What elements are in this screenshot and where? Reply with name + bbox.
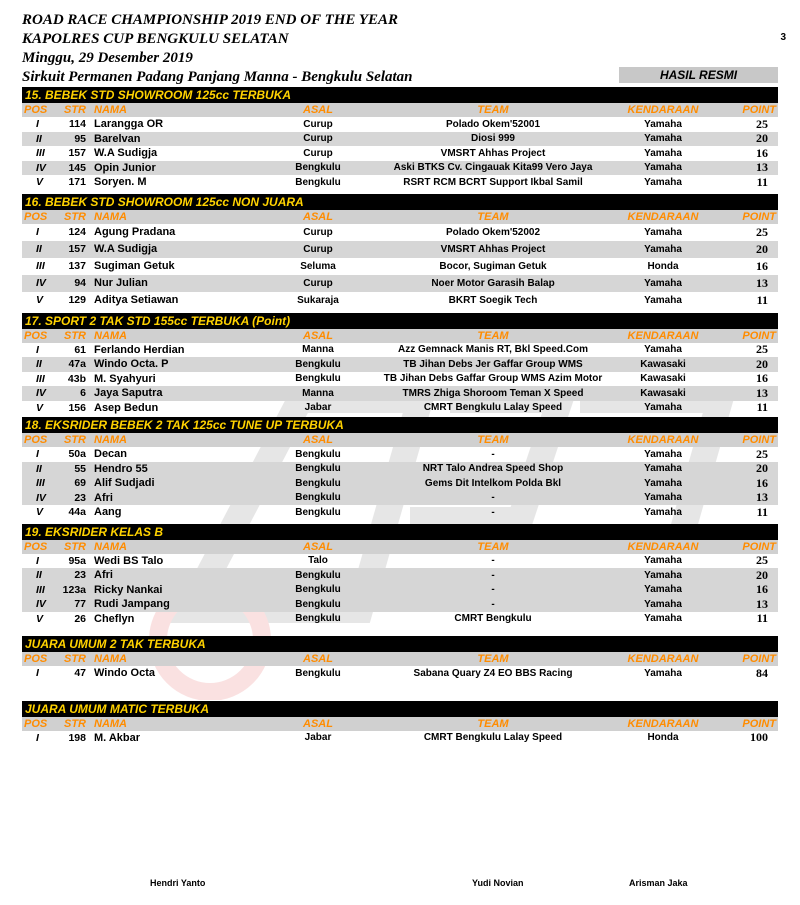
cell-asal: Bengkulu [295,667,341,679]
column-header-kendaraan: KENDARAAN [627,434,699,446]
column-header-team: TEAM [477,434,509,446]
cell-kendaraan: Yamaha [644,492,682,504]
cell-kendaraan: Yamaha [644,402,682,414]
cell-kendaraan: Yamaha [644,118,682,130]
column-header-pos: POS [24,717,48,730]
cell-point: 16 [756,371,768,386]
cell-point: 16 [756,145,768,160]
cell-pos: II [36,243,42,255]
cell-pos: II [36,462,42,475]
cell-nama: M. Akbar [94,731,141,744]
cell-asal: Bengkulu [295,162,341,174]
cell-team: NRT Talo Andrea Speed Shop [422,463,564,475]
cell-pos: III [36,260,45,272]
cell-point: 16 [756,258,768,273]
cell-nama: Rudi Jampang [94,598,170,611]
cell-nama: Agung Pradana [94,226,176,238]
section [22,701,778,746]
cell-point: 11 [756,504,768,519]
cell-point: 16 [756,475,768,490]
cell-pos: IV [36,387,46,400]
table-row [22,357,778,372]
cell-point: 25 [756,446,768,461]
cell-str: 124 [68,226,86,238]
cell-point: 100 [750,730,768,745]
cell-team: - [491,598,495,610]
cell-asal: Bengkulu [295,477,341,489]
cell-point: 16 [756,582,768,597]
cell-str: 61 [74,343,86,356]
cell-kendaraan: Yamaha [644,226,682,238]
signature-2: Yudi Novian [472,878,524,888]
cell-kendaraan: Yamaha [644,176,682,188]
cell-point: 11 [756,174,768,189]
cell-kendaraan: Yamaha [644,294,682,306]
cell-kendaraan: Yamaha [644,344,682,356]
cell-point: 13 [756,160,768,175]
cell-kendaraan: Yamaha [644,598,682,610]
table-row [22,462,778,477]
cell-team: CMRT Bengkulu Lalay Speed [423,732,563,744]
section [22,524,778,627]
table-row [22,666,778,681]
column-header-point: POINT [742,717,776,730]
cell-pos: III [36,372,45,385]
table-row [22,275,778,292]
cell-point: 84 [756,665,768,680]
cell-str: 23 [74,491,86,504]
cell-str: 43b [67,372,86,385]
table-row [22,386,778,401]
cell-str: 95 [74,132,86,145]
cell-team: CMRT Bengkulu Lalay Speed [423,402,563,414]
section-title: 15. BEBEK STD SHOWROOM 125cc TERBUKA [22,87,778,103]
column-header-asal: ASAL [303,653,333,665]
column-header-str: STR [64,717,86,730]
cell-point: 11 [756,611,768,626]
cell-str: 69 [74,477,86,490]
cell-point: 25 [756,224,768,239]
cell-pos: II [36,358,42,371]
cell-nama: Hendro 55 [94,462,148,475]
cell-asal: Curup [303,277,333,289]
cell-asal: Manna [302,387,334,399]
cell-point: 25 [756,342,768,357]
cell-pos: III [36,477,45,490]
cell-pos: IV [36,161,46,174]
cell-pos: V [36,401,44,414]
cell-team: VMSRT Ahhas Project [440,147,546,159]
cell-nama: Aditya Setiawan [94,294,179,306]
section-title: 17. SPORT 2 TAK STD 155cc TERBUKA (Point) [22,313,778,329]
cell-asal: Bengkulu [295,448,341,460]
column-header-pos: POS [24,210,48,223]
cell-asal: Jabar [304,732,332,744]
cell-pos: III [36,147,45,160]
cell-asal: Jabar [304,402,332,414]
table-row [22,175,778,190]
cell-team: - [491,492,495,504]
cell-kendaraan: Honda [647,732,679,744]
cell-point: 13 [756,385,768,400]
cell-team: Gems Dit Intelkom Polda Bkl [424,477,562,489]
column-header-pos: POS [24,653,48,665]
section-title: JUARA UMUM 2 TAK TERBUKA [22,636,778,652]
table-row [22,476,778,491]
cell-str: 77 [74,598,86,611]
cell-pos: II [36,569,42,582]
column-header [22,540,778,554]
cell-str: 50a [68,448,86,461]
signature-1: Hendri Yanto [150,878,206,888]
cell-asal: Curup [303,147,333,159]
column-header-str: STR [64,540,86,553]
cell-asal: Curup [303,226,333,238]
cell-kendaraan: Yamaha [644,277,682,289]
table-row [22,224,778,241]
table-row [22,597,778,612]
status-badge: HASIL RESMI [619,67,778,83]
column-header-asal: ASAL [303,210,333,223]
column-header-team: TEAM [477,540,509,553]
column-header-asal: ASAL [303,540,333,553]
cell-asal: Bengkulu [295,506,341,518]
column-header-team: TEAM [477,717,509,730]
cell-nama: Wedi BS Talo [94,554,164,567]
cell-team: - [491,448,495,460]
section-title: 16. BEBEK STD SHOWROOM 125cc NON JUARA [22,194,778,210]
cell-asal: Seluma [300,260,336,272]
cell-str: 55 [74,462,86,475]
column-header-nama: NAMA [94,104,127,116]
cell-team: Polado Okem'52002 [445,226,541,238]
cell-nama: Cheflyn [94,612,135,625]
table-row [22,372,778,387]
table-row [22,292,778,309]
column-header-point: POINT [742,329,776,342]
cell-team: TB Jihan Debs Jer Gaffar Group WMS [403,358,583,370]
column-header-nama: NAMA [94,210,127,223]
column-header-asal: ASAL [303,329,333,342]
cell-team: - [491,555,495,567]
cell-str: 157 [68,243,86,255]
cell-pos: I [36,118,39,131]
cell-nama: M. Syahyuri [94,372,156,385]
column-header-kendaraan: KENDARAAN [627,329,699,342]
column-header-point: POINT [742,653,776,665]
page-number: 3 [780,32,786,43]
cell-nama: Barelvan [94,132,141,145]
cell-point: 25 [756,553,768,568]
column-header [22,210,778,224]
cell-nama: Larangga OR [94,118,164,131]
cell-str: 157 [68,147,86,160]
cell-pos: I [36,554,39,567]
event-date: Minggu, 29 Desember 2019 [22,50,193,66]
cell-team: Sabana Quary Z4 EO BBS Racing [413,667,573,679]
cell-str: 114 [69,118,86,131]
event-title: ROAD RACE CHAMPIONSHIP 2019 END OF THE YEAR [22,12,399,28]
cell-nama: Opin Junior [94,161,156,174]
cell-pos: V [36,176,44,189]
cell-pos: I [36,731,39,744]
cell-point: 11 [756,292,768,307]
cell-str: 198 [68,731,86,744]
cell-nama: W.A Sudigja [94,147,158,160]
cell-point: 11 [756,400,768,415]
cell-kendaraan: Yamaha [644,162,682,174]
cell-kendaraan: Kawasaki [640,373,686,385]
cell-str: 26 [74,612,86,625]
cell-kendaraan: Yamaha [644,584,682,596]
cell-team: Azz Gemnack Manis RT, Bkl Speed.Com [397,344,589,356]
cell-asal: Talo [308,555,328,567]
cell-nama: Windo Octa. P [94,358,169,371]
cell-pos: V [36,612,44,625]
cell-point: 20 [756,356,768,371]
cell-point: 20 [756,131,768,146]
column-header-kendaraan: KENDARAAN [627,653,699,665]
column-header-kendaraan: KENDARAAN [627,717,699,730]
cell-str: 47a [68,358,86,371]
table-row [22,568,778,583]
column-header-str: STR [64,434,86,446]
cell-nama: Windo Octa [94,667,156,680]
column-header-pos: POS [24,329,48,342]
cell-point: 20 [756,461,768,476]
column-header-asal: ASAL [303,104,333,116]
table-row [22,583,778,598]
cell-kendaraan: Yamaha [644,555,682,567]
table-row [22,161,778,176]
cell-team: Noer Motor Garasih Balap [431,277,555,289]
cell-pos: V [36,294,44,306]
column-header [22,433,778,447]
cell-team: BKRT Soegik Tech [448,294,538,306]
section [22,194,778,309]
cell-pos: I [36,667,39,680]
cell-asal: Bengkulu [295,598,341,610]
cell-team: - [491,506,495,518]
column-header-point: POINT [742,210,776,223]
section [22,417,778,520]
cell-team: TB Jihan Debs Gaffar Group WMS Azim Motor [383,373,603,385]
cell-pos: IV [36,598,46,611]
section [22,87,778,190]
cell-point: 25 [756,116,768,131]
column-header-kendaraan: KENDARAAN [627,210,699,223]
cell-str: 47 [74,667,86,680]
table-row [22,132,778,147]
cell-kendaraan: Yamaha [644,147,682,159]
cell-str: 156 [68,401,86,414]
table-row [22,491,778,506]
table-row [22,505,778,520]
column-header [22,717,778,731]
cell-pos: IV [36,277,46,289]
column-header-pos: POS [24,104,48,116]
cell-nama: Asep Bedun [94,401,159,414]
cell-kendaraan: Yamaha [644,613,682,625]
cell-nama: Sugiman Getuk [94,260,175,272]
cell-pos: V [36,506,44,519]
table-row [22,343,778,358]
table-row [22,146,778,161]
cell-team: CMRT Bengkulu [454,613,532,625]
cell-nama: Soryen. M [94,176,147,189]
column-header-team: TEAM [477,653,509,665]
cell-team: Aski BTKS Cv. Cingauak Kita99 Vero Jaya [393,162,593,174]
cell-team: VMSRT Ahhas Project [440,243,546,255]
cell-nama: Ferlando Herdian [94,343,185,356]
cell-kendaraan: Yamaha [644,463,682,475]
cell-str: 6 [80,387,86,400]
table-row [22,554,778,569]
cell-asal: Sukaraja [297,294,339,306]
column-header-point: POINT [742,104,776,116]
cell-kendaraan: Yamaha [644,477,682,489]
cell-str: 129 [68,294,86,306]
cell-asal: Bengkulu [295,569,341,581]
table-row [22,117,778,132]
column-header-pos: POS [24,434,48,446]
column-header [22,329,778,343]
cell-kendaraan: Honda [647,260,679,272]
cell-pos: IV [36,491,46,504]
cell-team: - [491,569,495,581]
column-header-nama: NAMA [94,653,127,665]
cell-team: Polado Okem'52001 [445,118,541,130]
section-title: 19. EKSRIDER KELAS B [22,524,778,540]
cell-point: 13 [756,275,768,290]
cell-nama: Jaya Saputra [94,387,163,400]
cell-str: 171 [68,176,86,189]
cell-asal: Bengkulu [295,358,341,370]
cell-pos: I [36,226,39,238]
cell-kendaraan: Yamaha [644,243,682,255]
cell-pos: III [36,583,45,596]
cell-pos: I [36,448,39,461]
cell-asal: Manna [302,344,334,356]
cell-nama: Nur Julian [94,277,148,289]
results-list [22,87,778,745]
column-header-asal: ASAL [303,717,333,730]
cell-kendaraan: Yamaha [644,133,682,145]
column-header [22,103,778,117]
cell-kendaraan: Yamaha [644,448,682,460]
table-row [22,401,778,416]
cell-str: 137 [68,260,86,272]
cell-kendaraan: Yamaha [644,569,682,581]
cell-str: 23 [74,569,86,582]
column-header [22,652,778,666]
cell-nama: W.A Sudigja [94,243,158,255]
section [22,636,778,681]
column-header-team: TEAM [477,210,509,223]
cell-team: TMRS Zhiga Shoroom Teman X Speed [402,387,584,399]
cell-asal: Bengkulu [295,463,341,475]
column-header-str: STR [64,329,86,342]
event-venue: Sirkuit Permanen Padang Panjang Manna - Bengkulu Selatan [22,69,413,85]
cell-asal: Bengkulu [295,176,341,188]
cell-str: 95a [68,554,86,567]
column-header-nama: NAMA [94,434,127,446]
cell-str: 123a [62,583,86,596]
cell-point: 20 [756,241,768,256]
cell-nama: Afri [94,491,113,504]
table-row [22,731,778,746]
cell-team: - [491,584,495,596]
cell-kendaraan: Yamaha [644,506,682,518]
column-header-str: STR [64,653,86,665]
cell-team: RSRT RCM BCRT Support Ikbal Samil [403,176,583,188]
cell-team: Diosi 999 [471,133,515,145]
section-title: 18. EKSRIDER BEBEK 2 TAK 125cc TUNE UP TERBUKA [22,417,778,433]
cell-nama: Aang [94,506,122,519]
cell-kendaraan: Kawasaki [640,387,686,399]
column-header-nama: NAMA [94,329,127,342]
cell-asal: Curup [303,118,333,130]
cell-asal: Bengkulu [295,584,341,596]
cell-asal: Bengkulu [295,373,341,385]
column-header-asal: ASAL [303,434,333,446]
table-row [22,258,778,275]
cell-pos: II [36,132,42,145]
column-header-point: POINT [742,434,776,446]
cell-asal: Bengkulu [295,613,341,625]
cell-point: 13 [756,490,768,505]
section [22,313,778,416]
cell-pos: I [36,343,39,356]
section-title: JUARA UMUM MATIC TERBUKA [22,701,778,717]
table-row [22,447,778,462]
column-header-team: TEAM [477,104,509,116]
cell-kendaraan: Kawasaki [640,358,686,370]
cell-point: 13 [756,596,768,611]
cell-asal: Curup [303,243,333,255]
cell-team: Bocor, Sugiman Getuk [439,260,547,272]
cell-str: 44a [68,506,86,519]
cell-point: 20 [756,567,768,582]
column-header-kendaraan: KENDARAAN [627,540,699,553]
column-header-str: STR [64,104,86,116]
cell-kendaraan: Yamaha [644,667,682,679]
table-row [22,241,778,258]
cell-str: 145 [68,161,86,174]
column-header-nama: NAMA [94,540,127,553]
column-header-kendaraan: KENDARAAN [627,104,699,116]
column-header-nama: NAMA [94,717,127,730]
column-header-point: POINT [742,540,776,553]
cell-str: 94 [74,277,86,289]
cell-nama: Afri [94,569,113,582]
column-header-pos: POS [24,540,48,553]
cell-nama: Alif Sudjadi [94,477,155,490]
column-header-team: TEAM [477,329,509,342]
cell-nama: Decan [94,448,128,461]
signature-3: Arisman Jaka [629,878,688,888]
cell-nama: Ricky Nankai [94,583,163,596]
table-row [22,612,778,627]
column-header-str: STR [64,210,86,223]
cell-asal: Curup [303,133,333,145]
cell-asal: Bengkulu [295,492,341,504]
event-subtitle: KAPOLRES CUP BENGKULU SELATAN [22,31,289,47]
